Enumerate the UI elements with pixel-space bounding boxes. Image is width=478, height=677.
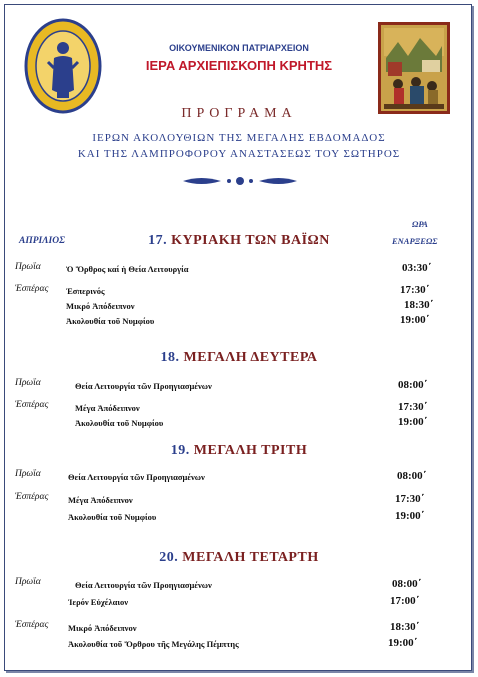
service-time: 08:00΄ bbox=[392, 578, 422, 590]
day-title bbox=[0, 443, 478, 459]
service-time: 03:30΄ bbox=[402, 262, 432, 274]
subtitle-line-2: ΚΑΙ ΤΗΣ ΛΑΜΠΡΟΦΟΡΟΥ ΑΝΑΣΤΑΣΕΩΣ ΤΟΥ ΣΩΤΗΡΟΣ bbox=[77, 148, 401, 160]
service-time: 17:30΄ bbox=[395, 493, 425, 505]
evening-label: Ἑσπέρας bbox=[15, 284, 49, 294]
month-label: ΑΠΡΙΛΙΟΣ bbox=[19, 236, 66, 246]
service-time: 19:00΄ bbox=[388, 637, 418, 649]
service-name: Θεία Λειτουργία τῶν Προηγιασμένων bbox=[68, 472, 205, 482]
service-name: Μέγα Ἀπόδειπνον bbox=[68, 495, 133, 505]
service-time: 19:00΄ bbox=[398, 416, 428, 428]
subtitle-line-1: ΙΕΡΩΝ ΑΚΟΛΟΥΘΙΩΝ ΤΗΣ ΜΕΓΑΛΗΣ ΕΒΔΟΜΑΔΟΣ bbox=[92, 132, 386, 144]
service-time: 18:30΄ bbox=[390, 621, 420, 633]
service-name: Ἑσπερινός bbox=[66, 286, 105, 296]
time-header-line-1: ΩΡΑ bbox=[412, 219, 428, 229]
service-time: 17:30΄ bbox=[400, 284, 430, 296]
service-name: Ἀκολουθία τοῦ Νυμφίου bbox=[75, 418, 164, 428]
morning-label: Πρωΐα bbox=[15, 577, 41, 587]
service-name: Μικρό Ἀπόδειπνον bbox=[68, 623, 137, 633]
patriarchate-heading: ΟΙΚΟΥΜΕΝΙΚΟΝ ΠΑΤΡΙΑΡΧΕΙΟΝ bbox=[169, 43, 309, 53]
service-time: 18:30΄ bbox=[404, 299, 434, 311]
day-title bbox=[0, 550, 478, 566]
day-name: ΜΕΓΑΛΗ ΤΡΙΤΗ bbox=[193, 443, 308, 458]
day-name: ΜΕΓΑΛΗ ΔΕΥΤΕΡΑ bbox=[183, 350, 318, 365]
morning-label: Πρωΐα bbox=[15, 469, 41, 479]
evening-label: Ἑσπέρας bbox=[15, 620, 49, 630]
day-title bbox=[0, 233, 478, 249]
service-name: Ἱερόν Εὐχέλαιον bbox=[68, 597, 129, 607]
day-number: 17. bbox=[148, 233, 172, 248]
programma-title: ΠΡΟΓΡΑΜΑ bbox=[181, 106, 297, 121]
service-time: 19:00΄ bbox=[400, 314, 430, 326]
service-name: Ἀκολουθία τοῦ Νυμφίου bbox=[66, 316, 155, 326]
day-number: 18. bbox=[160, 350, 184, 365]
morning-label: Πρωΐα bbox=[15, 378, 41, 388]
service-name: Ὁ Ὄρθρος καί ἡ Θεία Λειτουργία bbox=[66, 264, 189, 274]
day-number: 19. bbox=[170, 443, 194, 458]
morning-label: Πρωΐα bbox=[15, 262, 41, 272]
service-name: Ἀκολουθία τοῦ Νυμφίου bbox=[68, 512, 157, 522]
ornament-divider-icon bbox=[181, 175, 299, 187]
day-number: 20. bbox=[159, 550, 183, 565]
day-title bbox=[0, 350, 478, 366]
service-time: 19:00΄ bbox=[395, 510, 425, 522]
service-time: 17:30΄ bbox=[398, 401, 428, 413]
evening-label: Ἑσπέρας bbox=[15, 400, 49, 410]
day-name: ΚΥΡΙΑΚΗ ΤΩΝ ΒΑΪΩΝ bbox=[171, 233, 330, 248]
service-name: Μέγα Ἀπόδειπνον bbox=[75, 403, 140, 413]
evening-label: Ἑσπέρας bbox=[15, 492, 49, 502]
service-time: 08:00΄ bbox=[397, 470, 427, 482]
service-name: Ἀκολουθία τοῦ Ὄρθρου τῆς Μεγάλης Πέμπτης bbox=[68, 639, 239, 649]
service-name: Θεία Λειτουργία τῶν Προηγιασμένων bbox=[75, 580, 212, 590]
service-time: 08:00΄ bbox=[398, 379, 428, 391]
day-name: ΜΕΓΑΛΗ ΤΕΤΑΡΤΗ bbox=[182, 550, 319, 565]
archdiocese-heading: ΙΕΡΑ ΑΡΧΙΕΠΙΣΚΟΠΗ ΚΡΗΤΗΣ bbox=[145, 58, 333, 73]
service-name: Μικρό Ἀπόδειπνον bbox=[66, 301, 135, 311]
time-header-line-2: ΕΝΑΡΞΕΩΣ bbox=[392, 236, 438, 246]
service-name: Θεία Λειτουργία τῶν Προηγιασμένων bbox=[75, 381, 212, 391]
service-time: 17:00΄ bbox=[390, 595, 420, 607]
